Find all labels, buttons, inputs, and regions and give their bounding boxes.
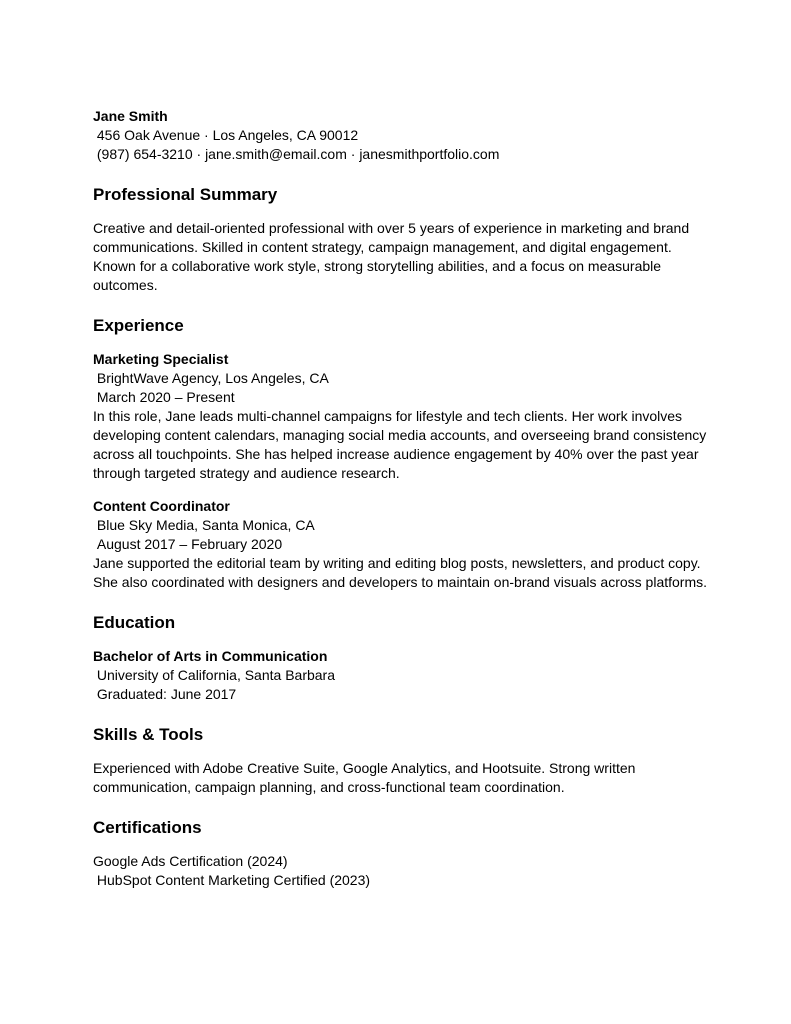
candidate-name: Jane Smith xyxy=(93,108,168,124)
job-dates: August 2017 – February 2020 xyxy=(93,536,283,552)
resume-header xyxy=(93,107,713,164)
certification-item: Google Ads Certification (2024) xyxy=(93,853,288,869)
contact-line: (987) 654-3210 · jane.smith@email.com · janesmithportfolio.com xyxy=(93,146,500,162)
skills-text: Experienced with Adobe Creative Suite, Google Analytics, and Hootsuite. Strong written communication, campaign planning, and cross-functional team coordination. xyxy=(93,760,636,795)
certification-item: HubSpot Content Marketing Certified (2023) xyxy=(93,872,371,888)
skills-heading: Skills & Tools xyxy=(93,725,204,744)
school: University of California, Santa Barbara xyxy=(93,667,335,683)
job-entry xyxy=(93,497,713,592)
education-heading: Education xyxy=(93,613,176,632)
summary-text: Creative and detail-oriented professional with over 5 years of experience in marketing and brand communications. Skilled in content strategy, campaign management, and digital engagement. Known for a collaborative work style, strong storytelling abilities, and a focus on measurable outcomes. xyxy=(93,220,690,293)
resume-document xyxy=(93,107,713,890)
address-line: 456 Oak Avenue · Los Angeles, CA 90012 xyxy=(93,127,359,143)
certifications-section xyxy=(93,817,713,890)
experience-heading: Experience xyxy=(93,316,184,335)
job-description: In this role, Jane leads multi-channel campaigns for lifestyle and tech clients. Her work involves developing content calendars, managing social media accounts, and overseeing brand consistency across all touchpoints. She has helped increase audience engagement by 40% over the past year through targeted strategy and audience research. xyxy=(93,408,707,481)
summary-heading: Professional Summary xyxy=(93,185,278,204)
graduation-date: Graduated: June 2017 xyxy=(93,686,237,702)
job-dates: March 2020 – Present xyxy=(93,389,235,405)
job-description: Jane supported the editorial team by writing and editing blog posts, newsletters, and product copy. She also coordinated with designers and developers to maintain on-brand visuals across platforms. xyxy=(93,555,708,590)
education-section xyxy=(93,612,713,704)
job-company: Blue Sky Media, Santa Monica, CA xyxy=(93,517,315,533)
degree: Bachelor of Arts in Communication xyxy=(93,648,328,664)
experience-section xyxy=(93,315,713,592)
skills-section xyxy=(93,724,713,797)
job-company: BrightWave Agency, Los Angeles, CA xyxy=(93,370,329,386)
job-role: Content Coordinator xyxy=(93,498,230,514)
job-entry xyxy=(93,350,713,483)
summary-section xyxy=(93,184,713,295)
certifications-heading: Certifications xyxy=(93,818,202,837)
job-role: Marketing Specialist xyxy=(93,351,229,367)
